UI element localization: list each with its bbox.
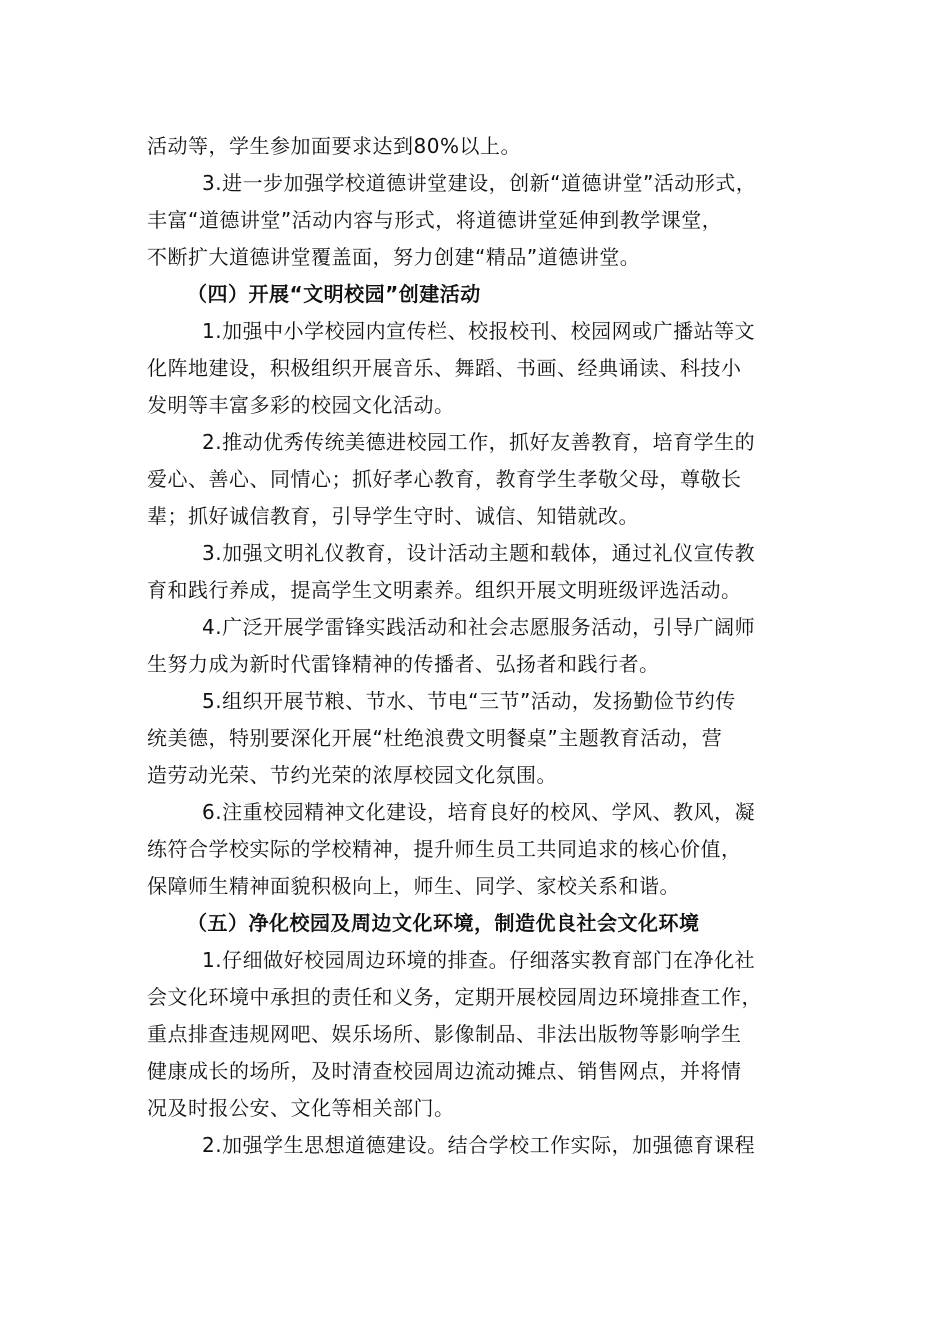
text-line: 丰富“道德讲堂”活动内容与形式，将道德讲堂延伸到教学课堂， <box>147 208 723 232</box>
text-line: 3.进一步加强学校道德讲堂建设，创新“道德讲堂”活动形式， <box>202 171 757 195</box>
text-line: 重点排查违规网吧、娱乐场所、影像制品、非法出版物等影响学生 <box>147 1022 742 1046</box>
text-line: 6.注重校园精神文化建设，培育良好的校风、学风、教风，凝 <box>202 800 756 824</box>
text-line: 统美德，特别要深化开展“杜绝浪费文明餐桌”主题教育活动，营 <box>147 726 723 750</box>
text-line: 练符合学校实际的学校精神，提升师生员工共同追求的核心价值， <box>147 837 742 861</box>
section-heading: （四）开展“文明校园”创建活动 <box>187 282 481 306</box>
text-line: 健康成长的场所，及时清查校园周边流动摊点、销售网点，并将情 <box>147 1059 742 1083</box>
text-line: 不断扩大道德讲堂覆盖面，努力创建“精品”道德讲堂。 <box>147 245 641 269</box>
text-line: 2.加强学生思想道德建设。结合学校工作实际，加强德育课程 <box>202 1133 756 1157</box>
text-line: 5.组织开展节粮、节水、节电“三节”活动，发扬勤俭节约传 <box>202 689 736 713</box>
text-line: 4.广泛开展学雷锋实践活动和社会志愿服务活动，引导广阔师 <box>202 615 756 639</box>
text-line: 发明等丰富多彩的校园文化活动。 <box>147 393 455 417</box>
text-line: 2.推动优秀传统美德进校园工作，抓好友善教育，培育学生的 <box>202 430 756 454</box>
section-heading: （五）净化校园及周边文化环境，制造优良社会文化环境 <box>187 911 700 935</box>
text-line: 活动等，学生参加面要求达到80%以上。 <box>147 134 521 158</box>
text-line: 1.仔细做好校园周边环境的排查。仔细落实教育部门在净化社 <box>202 948 756 972</box>
text-line: 育和践行养成，提高学生文明素养。组织开展文明班级评选活动。 <box>147 578 742 602</box>
text-line: 保障师生精神面貌积极向上，师生、同学、家校关系和谐。 <box>147 874 680 898</box>
text-line: 生努力成为新时代雷锋精神的传播者、弘扬者和践行者。 <box>147 652 660 676</box>
text-line: 1.加强中小学校园内宣传栏、校报校刊、校园网或广播站等文 <box>202 319 756 343</box>
text-line: 化阵地建设，积极组织开展音乐、舞蹈、书画、经典诵读、科技小 <box>147 356 742 380</box>
text-line: 辈；抓好诚信教育，引导学生守时、诚信、知错就改。 <box>147 504 639 528</box>
text-line: 造劳动光荣、节约光荣的浓厚校园文化氛围。 <box>147 763 557 787</box>
text-line: 爱心、善心、同情心；抓好孝心教育，教育学生孝敬父母，尊敬长 <box>147 467 742 491</box>
text-line: 况及时报公安、文化等相关部门。 <box>147 1096 455 1120</box>
document-page <box>147 128 807 1164</box>
text-line: 3.加强文明礼仪教育，设计活动主题和载体，通过礼仪宣传教 <box>202 541 756 565</box>
text-line: 会文化环境中承担的责任和义务，定期开展校园周边环境排查工作， <box>147 985 762 1009</box>
